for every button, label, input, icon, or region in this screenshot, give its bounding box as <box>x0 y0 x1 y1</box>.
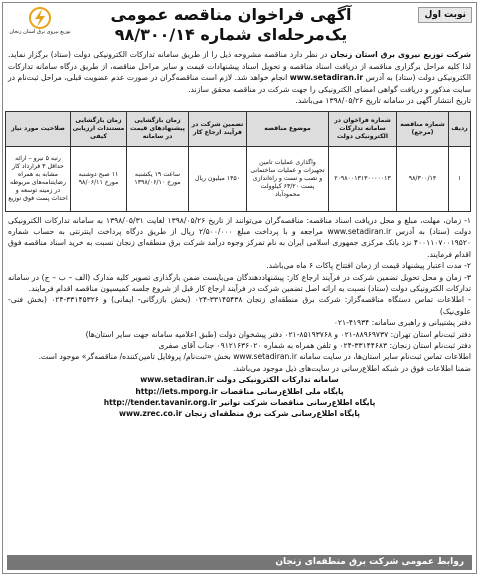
cell-call-number: ۲۰۹۸۰۰۱۳۱۳۰۰۰۰۰۱۳ <box>329 146 397 211</box>
note-item: - اطلاعات تماس دستگاه مناقصه‌گزار: شرکت برق منطقه‌ای زنجان ۳۳۱۴۵۴۳۸-۰۲۴ (بخش بازرگانی- ایمانی) و ۳۳۱۴۵۳۲۶-۰۲۴ (بخش فنی- علوی‌نیک) <box>8 295 471 316</box>
table-header-row <box>6 111 471 146</box>
notice-header <box>3 3 476 49</box>
note-item: اطلاعات تماس ثبت‌نام سایر استان‌ها، در سایت سامانه www.setadiran.ir بخش «ثبت‌نام/ پروفایل تامین‌کننده/ مناقصه‌گر» موجود است. <box>38 352 471 362</box>
notice-titles <box>76 5 386 45</box>
setad-website-link[interactable]: www.setadiran.ir <box>289 73 364 82</box>
col-header: تضمین شرکت در فرآیند ارجاع کار <box>189 111 247 146</box>
notice-round-badge: نوبت اول <box>418 7 472 23</box>
lightning-bolt-icon <box>24 7 56 29</box>
site-link-iets[interactable]: پایگاه ملی اطلاع‌رسانی مناقصات http://iets.mporg.ir <box>135 386 344 396</box>
notice-subtitle: یک‌مرحله‌ای شماره ۹۸/۳۰۰/۱۴ <box>114 25 348 44</box>
note-item: ۳- زمان و محل تحویل تضمین شرکت در فرآیند ارجاع کار: پیشنهاددهندگان می‌بایست ضمن بارگذاری تصویر کلیه مدارک (الف – ب – ج) در سامانه تدارکات الکترونیکی دولت (ستاد) نسبت به ارائه اصل تضمین شرکت در فرآیند ارجاع کار قبل از شروع جلسه کمیسیون مناقصه اقدام فرمایند. <box>8 272 471 293</box>
tender-table <box>5 111 471 212</box>
intro-text-1: در نظر دارد مناقصه مشروحه ذیل را از طریق سامانه تدارکات الکترونیکی دولت (ستاد) برگزار نماید. لذا کلیه مراحل برگزاری مناقصه از دریافت اسناد مناقصه و تحویل اسناد پیشنهادات قیمت و سایر مراحل مناقصه، از طریق درگاه سامانه تدارکات الکترونیکی دولت (ستاد) به آدرس <box>8 50 471 82</box>
note-item: دفتر پشتیبانی و راهبری سامانه: ۴۱۹۳۴-۰۲۱ <box>333 318 471 328</box>
col-header: موضوع مناقصه <box>247 111 329 146</box>
col-header: زمان بازگشایی پیشنهادهای قیمت در سامانه <box>127 111 189 146</box>
tender-notice <box>2 2 477 574</box>
site-link-zrec[interactable]: پایگاه اطلاع‌رسانی شرکت برق منطقه‌ای زنجان www.zrec.co.ir <box>118 409 361 419</box>
col-header: شماره مناقصه (مرجع) <box>397 111 449 146</box>
cell-price-opening: ساعت ۱۹ یکشنبه مورخ ۱۳۹۸/۰۶/۱۰ <box>127 146 189 211</box>
intro-text-2: انجام خواهد شد. لازم است مناقصه‌گران در صورت عدم عضویت قبلی، مراحل ثبت‌نام در سایت مذکور و دریافت گواهی امضای الکترونیکی را جهت شرکت در مناقصه محقق سازند. <box>8 73 471 94</box>
table-row <box>6 146 471 211</box>
cell-qualification: رتبه ۵ نیرو – ارائه حداقل ۳ قرارداد کار مشابه به همراه رضایتنامه‌های مربوطه در زمینه توسعه و احداث پست فوق توزیع <box>6 146 71 211</box>
cell-subject: واگذاری عملیات تامین تجهیزات و عملیات ساختمانی و نصب و تست و راه‌اندازی پست ۶۳/۲۰ کیلوولت محمودآباد <box>247 146 329 211</box>
publish-date: تاریخ انتشار آگهی در سامانه تاریخ ۱۳۹۸/۰۵/۲۶ می‌باشد. <box>295 96 471 105</box>
note-item: ۱- زمان، مهلت، مبلغ و محل دریافت اسناد مناقصه: مناقصه‌گران می‌توانند از تاریخ ۱۳۹۸/۰۵/۲۶ لغایت ۱۳۹۸/۰۵/۳۱ به سامانه تدارکات الکترونیکی دولت (ستاد) به آدرس www.setadiran.ir مراجعه و با پرداخت مبلغ ۲/۵۰۰/۰۰۰ ریال از طریق درگاه پرداخت اینترنتی به حساب شماره ۴۰۰۱۱۰۷۰۰۱۹۵۲۰ نزد بانک مرکزی جمهوری اسلامی ایران به نام تمرکز وجوه درآمد شرکت برق منطقه‌ای زنجان نسبت به خرید اسناد مناقصه فوق اقدام فرمایند. <box>8 215 471 259</box>
col-header: زمان بازگشایی مستندات ارزیابی کیفی <box>71 111 127 146</box>
intro-paragraph <box>3 49 476 107</box>
site-link-tavanir[interactable]: پایگاه اطلاع‌رسانی مناقصات شرکت توانیر http://tender.tavanir.org.ir <box>103 398 376 407</box>
note-item: دفتر ثبت‌نام استان تهران: ۸۸۹۶۹۷۳۷-۰۲۱ و ۸۵۱۹۳۷۶۸-۰۲۱ دفتر پیشخوان دولت (طبق اعلامیه سامانه جهت سایر استان‌ها) <box>85 329 471 339</box>
col-header: شماره فراخوان در سامانه تدارکات الکترونیکی دولت <box>329 111 397 146</box>
col-header: ردیف <box>449 111 471 146</box>
notice-title: آگهی فراخوان مناقصه عمومی <box>110 5 352 24</box>
company-name: شرکت توزیع نیروی برق استان زنجان <box>330 50 471 59</box>
cell-guarantee: ۱۴۵۰ میلیون ریال <box>189 146 247 211</box>
col-header: صلاحیت مورد نیاز <box>6 111 71 146</box>
logo-caption: توزیع نیروی برق استان زنجان <box>9 29 71 35</box>
footer-bar: روابط عمومی شرکت برق منطقه‌ای زنجان <box>7 555 472 570</box>
cell-row-number: ۱ <box>449 146 471 211</box>
note-item: ۲- مدت اعتبار پیشنهاد قیمت از زمان افتتاح پاکات ۶ ماه می‌باشد. <box>266 261 471 271</box>
note-item: ضمنا اطلاعات فوق در شبکه اطلاع‌رسانی در سایت‌های ذیل موجود می‌باشد. <box>232 363 471 373</box>
cell-quality-opening: ۱۱ صبح دوشنبه مورخ ۹۸/۰۶/۱۱ <box>71 146 127 211</box>
site-link-setad[interactable]: سامانه تدارکات الکترونیکی دولت www.setadiran.ir <box>140 375 339 385</box>
company-logo <box>9 7 71 45</box>
note-item: دفتر ثبت‌نام استان زنجان: ۳۳۱۴۴۶۸۳-۰۲۴ و تلفن همراه به شماره ۰۹۱۲۱۶۳۶۰۲۰ جناب آقای صفری <box>158 340 471 350</box>
notes-section <box>3 212 476 420</box>
cell-tender-number: ۹۸/۳۰۰/۱۴ <box>397 146 449 211</box>
